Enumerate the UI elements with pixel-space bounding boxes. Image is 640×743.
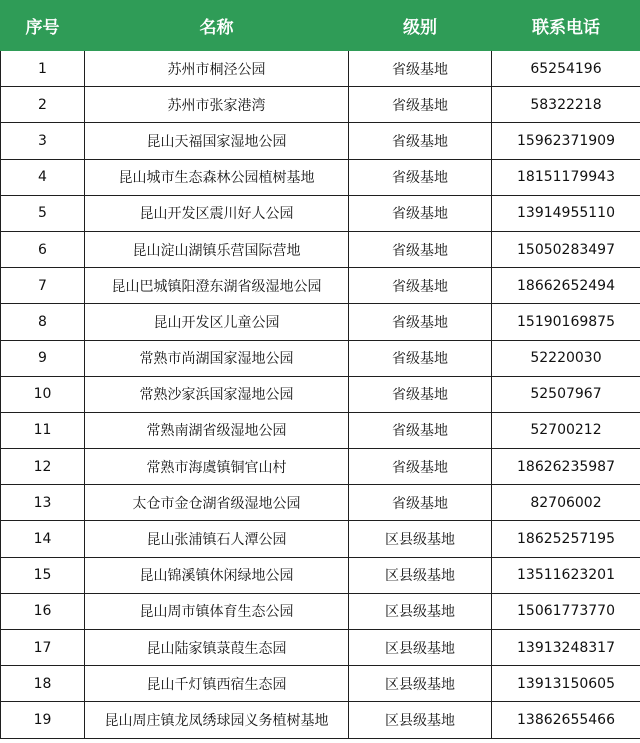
cell-name: 太仓市金仓湖省级湿地公园 [85, 485, 349, 521]
cell-phone: 13511623201 [492, 557, 640, 593]
cell-level: 省级基地 [349, 231, 492, 267]
cell-name: 昆山陆家镇菉葭生态园 [85, 630, 349, 666]
cell-phone: 18151179943 [492, 159, 640, 195]
cell-phone: 18626235987 [492, 449, 640, 485]
cell-index: 12 [1, 449, 85, 485]
cell-index: 10 [1, 376, 85, 412]
header-level: 级别 [349, 1, 492, 51]
cell-phone: 15962371909 [492, 123, 640, 159]
table-row [1, 304, 640, 340]
cell-level: 省级基地 [349, 268, 492, 304]
table-row [1, 340, 640, 376]
table-row [1, 485, 640, 521]
cell-level: 省级基地 [349, 340, 492, 376]
cell-name: 昆山开发区震川好人公园 [85, 195, 349, 231]
cell-index: 3 [1, 123, 85, 159]
cell-name: 昆山周市镇体育生态公园 [85, 593, 349, 629]
cell-index: 4 [1, 159, 85, 195]
cell-name: 常熟南湖省级湿地公园 [85, 412, 349, 448]
cell-name: 常熟沙家浜国家湿地公园 [85, 376, 349, 412]
cell-index: 2 [1, 87, 85, 123]
cell-phone: 18662652494 [492, 268, 640, 304]
cell-name: 昆山千灯镇西宿生态园 [85, 666, 349, 702]
table-row [1, 376, 640, 412]
cell-name: 昆山淀山湖镇乐营国际营地 [85, 231, 349, 267]
cell-name: 昆山巴城镇阳澄东湖省级湿地公园 [85, 268, 349, 304]
cell-phone: 13862655466 [492, 702, 640, 738]
cell-index: 19 [1, 702, 85, 738]
cell-name: 昆山天福国家湿地公园 [85, 123, 349, 159]
cell-level: 区县级基地 [349, 557, 492, 593]
table-row [1, 87, 640, 123]
cell-phone: 13913248317 [492, 630, 640, 666]
cell-phone: 52220030 [492, 340, 640, 376]
cell-index: 14 [1, 521, 85, 557]
table-row [1, 593, 640, 629]
table-row [1, 159, 640, 195]
cell-index: 16 [1, 593, 85, 629]
table-row [1, 231, 640, 267]
table-row [1, 449, 640, 485]
cell-phone: 15050283497 [492, 231, 640, 267]
cell-name: 苏州市张家港湾 [85, 87, 349, 123]
cell-level: 区县级基地 [349, 702, 492, 738]
cell-index: 15 [1, 557, 85, 593]
cell-index: 5 [1, 195, 85, 231]
cell-phone: 13914955110 [492, 195, 640, 231]
cell-level: 区县级基地 [349, 593, 492, 629]
cell-level: 省级基地 [349, 412, 492, 448]
cell-index: 17 [1, 630, 85, 666]
table-row [1, 51, 640, 87]
cell-name: 昆山周庄镇龙凤绣球园义务植树基地 [85, 702, 349, 738]
cell-level: 省级基地 [349, 485, 492, 521]
cell-index: 7 [1, 268, 85, 304]
cell-name: 昆山城市生态森林公园植树基地 [85, 159, 349, 195]
cell-phone: 15190169875 [492, 304, 640, 340]
header-phone: 联系电话 [492, 1, 640, 51]
cell-name: 昆山开发区儿童公园 [85, 304, 349, 340]
cell-phone: 18625257195 [492, 521, 640, 557]
table-row [1, 521, 640, 557]
cell-name: 常熟市尚湖国家湿地公园 [85, 340, 349, 376]
cell-phone: 58322218 [492, 87, 640, 123]
table-row [1, 630, 640, 666]
cell-phone: 65254196 [492, 51, 640, 87]
cell-index: 8 [1, 304, 85, 340]
cell-phone: 52507967 [492, 376, 640, 412]
header-index: 序号 [1, 1, 85, 51]
header-name: 名称 [85, 1, 349, 51]
cell-level: 省级基地 [349, 304, 492, 340]
cell-phone: 82706002 [492, 485, 640, 521]
cell-level: 省级基地 [349, 449, 492, 485]
cell-name: 昆山锦溪镇休闲绿地公园 [85, 557, 349, 593]
cell-level: 省级基地 [349, 195, 492, 231]
table-row [1, 123, 640, 159]
cell-level: 区县级基地 [349, 666, 492, 702]
cell-level: 省级基地 [349, 376, 492, 412]
cell-level: 区县级基地 [349, 630, 492, 666]
cell-phone: 13913150605 [492, 666, 640, 702]
cell-index: 18 [1, 666, 85, 702]
cell-name: 常熟市海虞镇铜官山村 [85, 449, 349, 485]
cell-index: 9 [1, 340, 85, 376]
cell-name: 昆山张浦镇石人潭公园 [85, 521, 349, 557]
cell-index: 6 [1, 231, 85, 267]
cell-level: 省级基地 [349, 159, 492, 195]
cell-index: 1 [1, 51, 85, 87]
cell-phone: 52700212 [492, 412, 640, 448]
cell-level: 省级基地 [349, 51, 492, 87]
cell-name: 苏州市桐泾公园 [85, 51, 349, 87]
cell-phone: 15061773770 [492, 593, 640, 629]
table-body [1, 51, 640, 739]
table-row [1, 268, 640, 304]
table-row [1, 702, 640, 738]
table-row [1, 195, 640, 231]
table-row [1, 412, 640, 448]
cell-level: 省级基地 [349, 123, 492, 159]
table-header [1, 1, 640, 51]
cell-index: 11 [1, 412, 85, 448]
cell-level: 省级基地 [349, 87, 492, 123]
table-row [1, 666, 640, 702]
cell-index: 13 [1, 485, 85, 521]
header-row [1, 1, 640, 51]
cell-level: 区县级基地 [349, 521, 492, 557]
table-row [1, 557, 640, 593]
